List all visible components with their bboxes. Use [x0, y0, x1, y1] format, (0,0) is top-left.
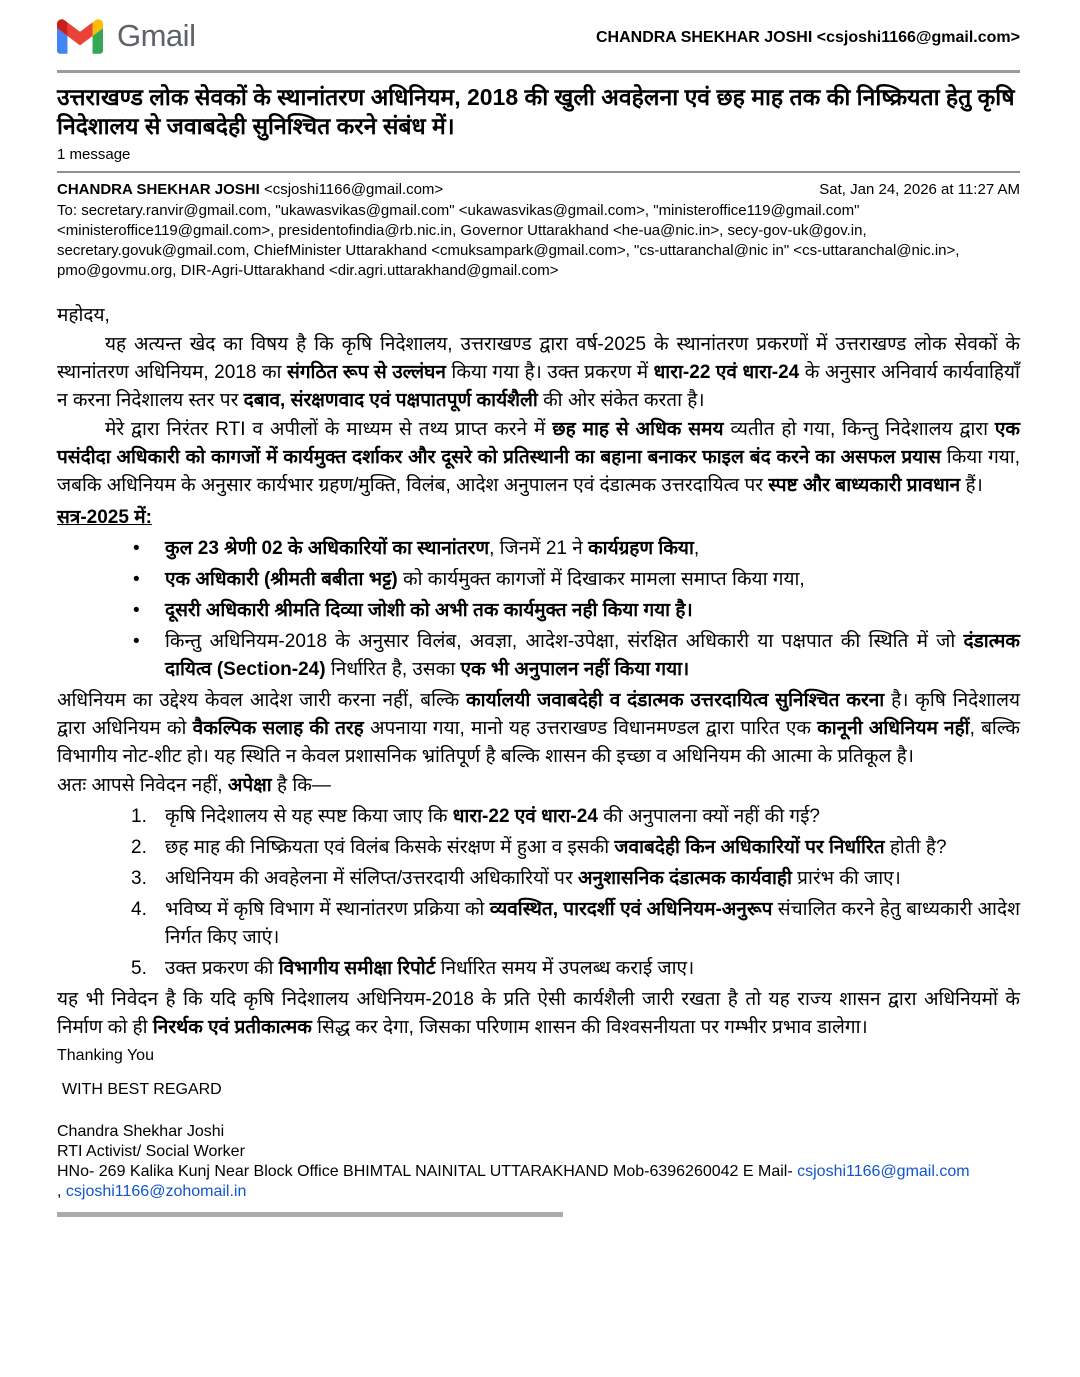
sig-address-line: [57, 1162, 1020, 1182]
subject-divider: [57, 171, 1020, 173]
text-run: विभागीय समीक्षा रिपोर्ट: [278, 958, 436, 979]
list-number: 3.: [131, 868, 147, 889]
text-run: मेरे द्वारा निरंतर RTI व अपीलों के माध्यम से तथ्य प्राप्त करने में: [105, 419, 553, 440]
text-run: धारा-22 एवं धारा-24: [452, 806, 598, 827]
text-run: व्यतीत हो गया, किन्तु निदेशालय द्वारा: [723, 419, 995, 440]
body-heading: [57, 504, 1020, 532]
sig-email2-prefix: ,: [57, 1183, 66, 1200]
list-number: 5.: [131, 958, 147, 979]
text-run: जवाबदेही किन अधिकारियों पर निर्धारित: [614, 837, 885, 858]
bullet-icon: •: [133, 569, 140, 590]
bullet-icon: •: [133, 600, 140, 621]
text-run: वैकल्पिक सलाह की तरह: [192, 718, 364, 739]
text-run: धारा-22 एवं धारा-24: [653, 362, 800, 383]
text-run: , जिनमें 21 ने: [489, 538, 589, 559]
to-list: secretary.ranvir@gmail.com, "ukawasvikas@gmail.com" <ukawasvikas@gmail.com>, "ministeroffice119@gmail.com" <ministeroffice119@gmail.com>, presidentofindia@rb.nic.in, Governor Uttarakhand <he-ua@nic.in>, secy-gov-uk@gov.in, secretary.govuk@gmail.com, ChiefMinister Uttarakhand <cmuksampark@gmail.com>, "cs-uttaranchal@nic in" <cs-uttaranchal@nic.in>, pmo@govmu.org, DIR-Agri-Uttarakhand <dir.agri.uttarakhand@gmail.com>: [57, 202, 960, 279]
text-run: कार्यालयी जवाबदेही व दंडात्मक उत्तरदायित्व सुनिश्चित करना: [466, 690, 885, 711]
list-item-text: [165, 569, 805, 590]
text-run: अनुशासनिक दंडात्मक कार्यवाही: [578, 868, 792, 889]
gmail-m-icon: [57, 19, 103, 54]
list-item-text: [165, 538, 699, 559]
bullet-icon: •: [133, 631, 140, 652]
text-run: एक भी अनुपालन नहीं किया गया।: [460, 659, 690, 680]
list-item-text: [165, 868, 901, 889]
list-item-text: [165, 631, 1020, 680]
account-name: CHANDRA SHEKHAR JOSHI <csjoshi1166@gmail.com>: [595, 29, 1020, 46]
sig-thanks: Thanking You: [57, 1047, 154, 1064]
body-bullet: [57, 535, 1020, 563]
text-run: भविष्य में कृषि विभाग में स्थानांतरण प्रक्रिया को: [165, 899, 490, 920]
text-run: , बल्कि विभागीय नोट-शीट हो। यह स्थिति न केवल प्रशासनिक भ्रांतिपूर्ण है बल्कि शासन की इच्छा व अधिनियम की आत्मा के प्रतिकूल है।: [57, 718, 1021, 767]
text-run: कानूनी अधिनियम नहीं: [817, 718, 970, 739]
text-run: दूसरी अधिकारी श्रीमति दिव्या जोशी को अभी तक कार्यमुक्त नही किया गया है।: [165, 600, 693, 621]
body-bullet: [57, 597, 1020, 625]
text-run: संगठित रूप से उल्लंघन: [286, 362, 446, 383]
list-item-text: [165, 837, 947, 858]
body-p: [57, 331, 1020, 415]
sig-name: Chandra Shekhar Joshi: [57, 1123, 225, 1140]
body-p: [57, 772, 1020, 800]
gmail-logo: [57, 18, 195, 54]
header: [57, 12, 1020, 60]
from-email: <csjoshi1166@gmail.com>: [263, 181, 444, 198]
list-item-text: [165, 806, 820, 827]
text-run: होती है?: [884, 837, 947, 858]
text-run: सत्र-2025 में:: [57, 507, 152, 528]
text-run: निरर्थक एवं प्रतीकात्मक: [152, 1017, 312, 1038]
bullet-icon: •: [133, 538, 140, 559]
text-run: है। कृषि निदेशालय द्वारा अधिनियम को: [57, 690, 1021, 739]
text-run: की ओर संकेत करता है।: [537, 390, 705, 411]
text-run: स्पष्ट और बाध्यकारी प्रावधान: [768, 475, 961, 496]
text-run: कृषि निदेशालय से यह स्पष्ट किया जाए कि: [165, 806, 453, 827]
body-p: [57, 416, 1020, 500]
text-run: छह माह से अधिक समय: [552, 419, 724, 440]
text-run: छह माह की निष्क्रियता एवं विलंब किसके संरक्षण में हुआ व इसकी: [165, 837, 615, 858]
body-num: [57, 834, 1020, 862]
text-run: यह भी निवेदन है कि यदि कृषि निदेशालय अधिनियम-2018 के प्रति ऐसी कार्यशैली जारी रखता है तो यह राज्य शासन द्वारा अधिनियमों के निर्माण को ही: [57, 989, 1020, 1038]
text-run: है कि—: [271, 775, 331, 796]
message-meta: [57, 180, 1020, 281]
text-run: दबाव, संरक्षणवाद एवं पक्षपातपूर्ण कार्यशैली: [243, 390, 538, 411]
text-run: कुल 23 श्रेणी 02 के अधिकारियों का स्थानांतरण: [165, 538, 490, 559]
body-num: [57, 865, 1020, 893]
text-run: व्यवस्थित, पारदर्शी एवं अधिनियम-अनुरूप: [489, 899, 773, 920]
text-run: निर्धारित है, उसका: [325, 659, 461, 680]
text-run: दंडात्मक दायित्व (Section-24): [165, 631, 1020, 680]
from-name: CHANDRA SHEKHAR JOSHI: [57, 181, 260, 198]
text-run: प्रारंभ की जाए।: [791, 868, 901, 889]
text-run: अपेक्षा: [227, 775, 272, 796]
text-run: अपनाया गया, मानो यह उत्तराखण्ड विधानमण्डल द्वारा पारित एक: [363, 718, 818, 739]
sig-regard: WITH BEST REGARD: [62, 1081, 222, 1098]
text-run: महोदय,: [57, 305, 110, 326]
from-row: [57, 180, 1020, 200]
text-run: यह अत्यन्त खेद का विषय है कि कृषि निदेशालय, उत्तराखण्ड द्वारा वर्ष-2025 के स्थानांतरण प्रकरणों में उत्तराखण्ड लोक सेवकों के स्थानांतरण अधिनियम, 2018 का: [57, 334, 1020, 383]
list-number: 1.: [131, 806, 147, 827]
body-num: [57, 896, 1020, 952]
text-run: ,: [693, 538, 700, 559]
from: [57, 180, 443, 200]
to-label: To:: [57, 202, 78, 219]
text-run: किया गया, जबकि अधिनियम के अनुसार कार्यभार ग्रहण/मुक्ति, विलंब, आदेश अनुपालन एवं दंडात्मक उत्तरदायित्व पर: [57, 447, 1020, 496]
text-run: अधिनियम की अवहेलना में संलिप्त/उत्तरदायी अधिकारियों पर: [165, 868, 579, 889]
list-item-text: [165, 958, 694, 979]
body-bullet: [57, 566, 1020, 594]
sig-role: RTI Activist/ Social Worker: [57, 1143, 245, 1160]
sig-address-text: HNo- 269 Kalika Kunj Near Block Office BHIMTAL NAINITAL UTTARAKHAND Mob-6396260042 E Mail-: [57, 1163, 798, 1180]
body-p: [57, 986, 1020, 1042]
text-run: अधिनियम का उद्देश्य केवल आदेश जारी करना नहीं, बल्कि: [57, 690, 467, 711]
message-count: 1 message: [57, 146, 131, 163]
sig-email2-line: [57, 1182, 1020, 1202]
text-run: उक्त प्रकरण की: [165, 958, 279, 979]
body-num: [57, 803, 1020, 831]
list-item-text: [165, 600, 693, 621]
text-run: किन्तु अधिनियम-2018 के अनुसार विलंब, अवज्ञा, आदेश-उपेक्षा, संरक्षित अधिकारी या पक्षपात की स्थिति में जो: [165, 631, 964, 652]
message-date: Sat, Jan 24, 2026 at 11:27 AM: [819, 181, 1020, 198]
gmail-wordmark: Gmail: [117, 18, 196, 53]
text-run: एक अधिकारी (श्रीमती बबीता भट्ट): [165, 569, 398, 590]
text-run: किया गया है। उक्त प्रकरण में: [445, 362, 654, 383]
text-run: संचालित करने हेतु बाध्यकारी आदेश निर्गत किए जाएं।: [165, 899, 1020, 948]
list-item-text: [165, 899, 1020, 948]
text-run: सिद्ध कर देगा, जिसका परिणाम शासन की विश्वसनीयता पर गम्भीर प्रभाव डालेगा।: [311, 1017, 868, 1038]
list-number: 4.: [131, 899, 147, 920]
text-run: को कार्यमुक्त कागजों में दिखाकर मामला समाप्त किया गया,: [397, 569, 805, 590]
text-run: निर्धारित समय में उपलब्ध कराई जाए।: [435, 958, 695, 979]
text-run: कार्यग्रहण किया: [588, 538, 694, 559]
sig-email-gmail-link[interactable]: csjoshi1166@gmail.com: [797, 1163, 970, 1180]
sig-email-zoho-link[interactable]: csjoshi1166@zohomail.in: [65, 1183, 247, 1200]
body-p: [57, 302, 1020, 330]
text-run: की अनुपालना क्यों नहीं की गई?: [597, 806, 820, 827]
subject-title: उत्तराखण्ड लोक सेवकों के स्थानांतरण अधिनियम, 2018 की खुली अवहेलना एवं छह माह तक की निष्क्रियता हेतु कृषि निदेशालय से जवाबदेही सुनिश्चित करने संबंध में।: [57, 84, 1015, 139]
text-run: के अनुसार अनिवार्य कार्यवाहियाँ न करना निदेशालय स्तर पर: [57, 362, 1020, 411]
text-run: अतः आपसे निवेदन नहीं,: [57, 775, 228, 796]
body-num: [57, 955, 1020, 983]
body-p: [57, 687, 1020, 771]
signature: [57, 1046, 1020, 1217]
recipients: [57, 201, 1020, 281]
quoted-content-divider: [57, 1212, 563, 1217]
email-body: [57, 302, 1020, 1042]
text-run: हैं।: [960, 475, 983, 496]
header-divider: [57, 70, 1020, 73]
text-run: एक पसंदीदा अधिकारी को कागजों में कार्यमुक्त दर्शाकर और दूसरे को प्रतिस्थानी का बहाना बनाकर फाइल बंद करने का असफल प्रयास: [57, 419, 1021, 468]
list-number: 2.: [131, 837, 147, 858]
body-bullet: [57, 628, 1020, 684]
